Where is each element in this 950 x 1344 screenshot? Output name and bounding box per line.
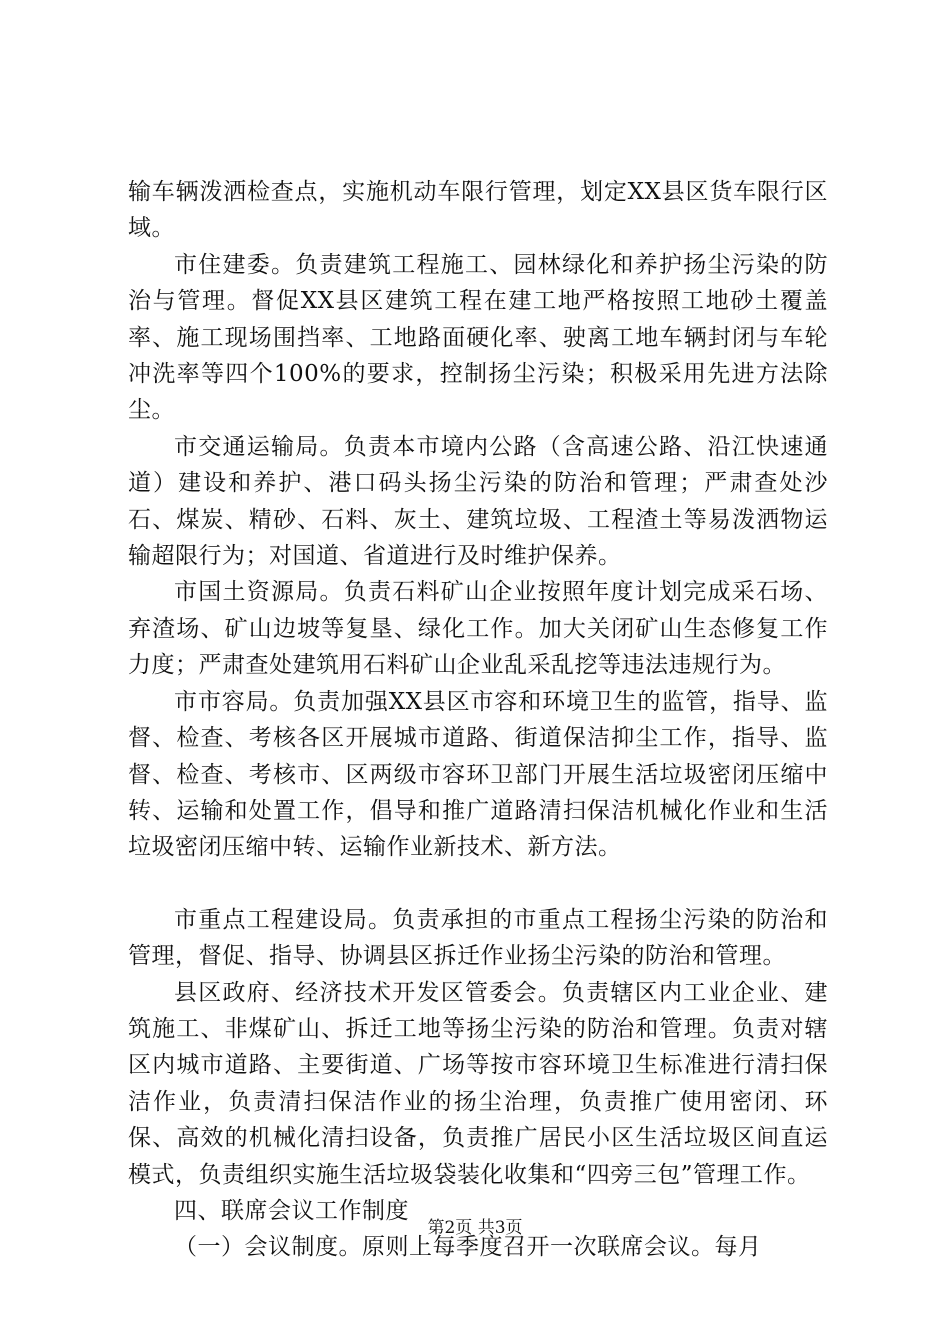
paragraph-land-resources-bureau: 市国土资源局。负责石料矿山企业按照年度计划完成采石场、弃渣场、矿山边坡等复垦、绿化工作。加大关闭矿山生态修复工作力度；严肃查处建筑用石料矿山企业乱采乱挖等违法违规行为。 [128, 579, 828, 679]
paragraph-continuation: 输车辆泼洒检查点，实施机动车限行管理，划定XX县区货车限行区域。 [128, 179, 828, 242]
paragraph-key-projects-bureau: 市重点工程建设局。负责承担的市重点工程扬尘污染的防治和管理，督促、指导、协调县区拆迁作业扬尘污染的防治和管理。 [128, 906, 828, 970]
paragraph-county-governments: 县区政府、经济技术开发区管委会。负责辖区内工业企业、建筑施工、非煤矿山、拆迁工地等扬尘污染的防治和管理。负责对辖区内城市道路、主要街道、广场等按市容环境卫生标准进行清扫保洁作业，负责清扫保洁作业的扬尘治理，负责推广使用密闭、环保、高效的机械化清扫设备，负责推广居民小区生活垃圾区间直运模式，负责组织实施生活垃圾袋装化收集和“四旁三包”管理工作。 [128, 979, 828, 1188]
page-number-footer: 第2页 共3页 [427, 1218, 523, 1238]
paragraph-housing-committee: 市住建委。负责建筑工程施工、园林绿化和养护扬尘污染的防治与管理。督促XX县区建筑工程在建工地严格按照工地砂土覆盖率、施工现场围挡率、工地路面硬化率、驶离工地车辆封闭与车轮冲洗率等四个100%的要求，控制扬尘污染；积极采用先进方法除尘。 [128, 251, 828, 424]
paragraph-meeting-system: （一）会议制度。原则上每季度召开一次联席会议。每月 [174, 1234, 762, 1261]
section-heading-joint-meeting: 四、联席会议工作制度 [174, 1197, 409, 1224]
paragraph-city-appearance-bureau: 市市容局。负责加强XX县区市容和环境卫生的监管，指导、监督、检查、考核各区开展城市道路、街道保洁抑尘工作，指导、监督、检查、考核市、区两级市容环卫部门开展生活垃圾密闭压缩中转、运输和处置工作，倡导和推广道路清扫保洁机械化作业和生活垃圾密闭压缩中转、运输作业新技术、新方法。 [128, 688, 828, 861]
paragraph-transport-bureau: 市交通运输局。负责本市境内公路（含高速公路、沿江快速通道）建设和养护、港口码头扬尘污染的防治和管理；严肃查处沙石、煤炭、精砂、石料、灰土、建筑垃圾、工程渣土等易泼洒物运输超限行为；对国道、省道进行及时维护保养。 [128, 433, 828, 570]
document-body [128, 174, 828, 1266]
